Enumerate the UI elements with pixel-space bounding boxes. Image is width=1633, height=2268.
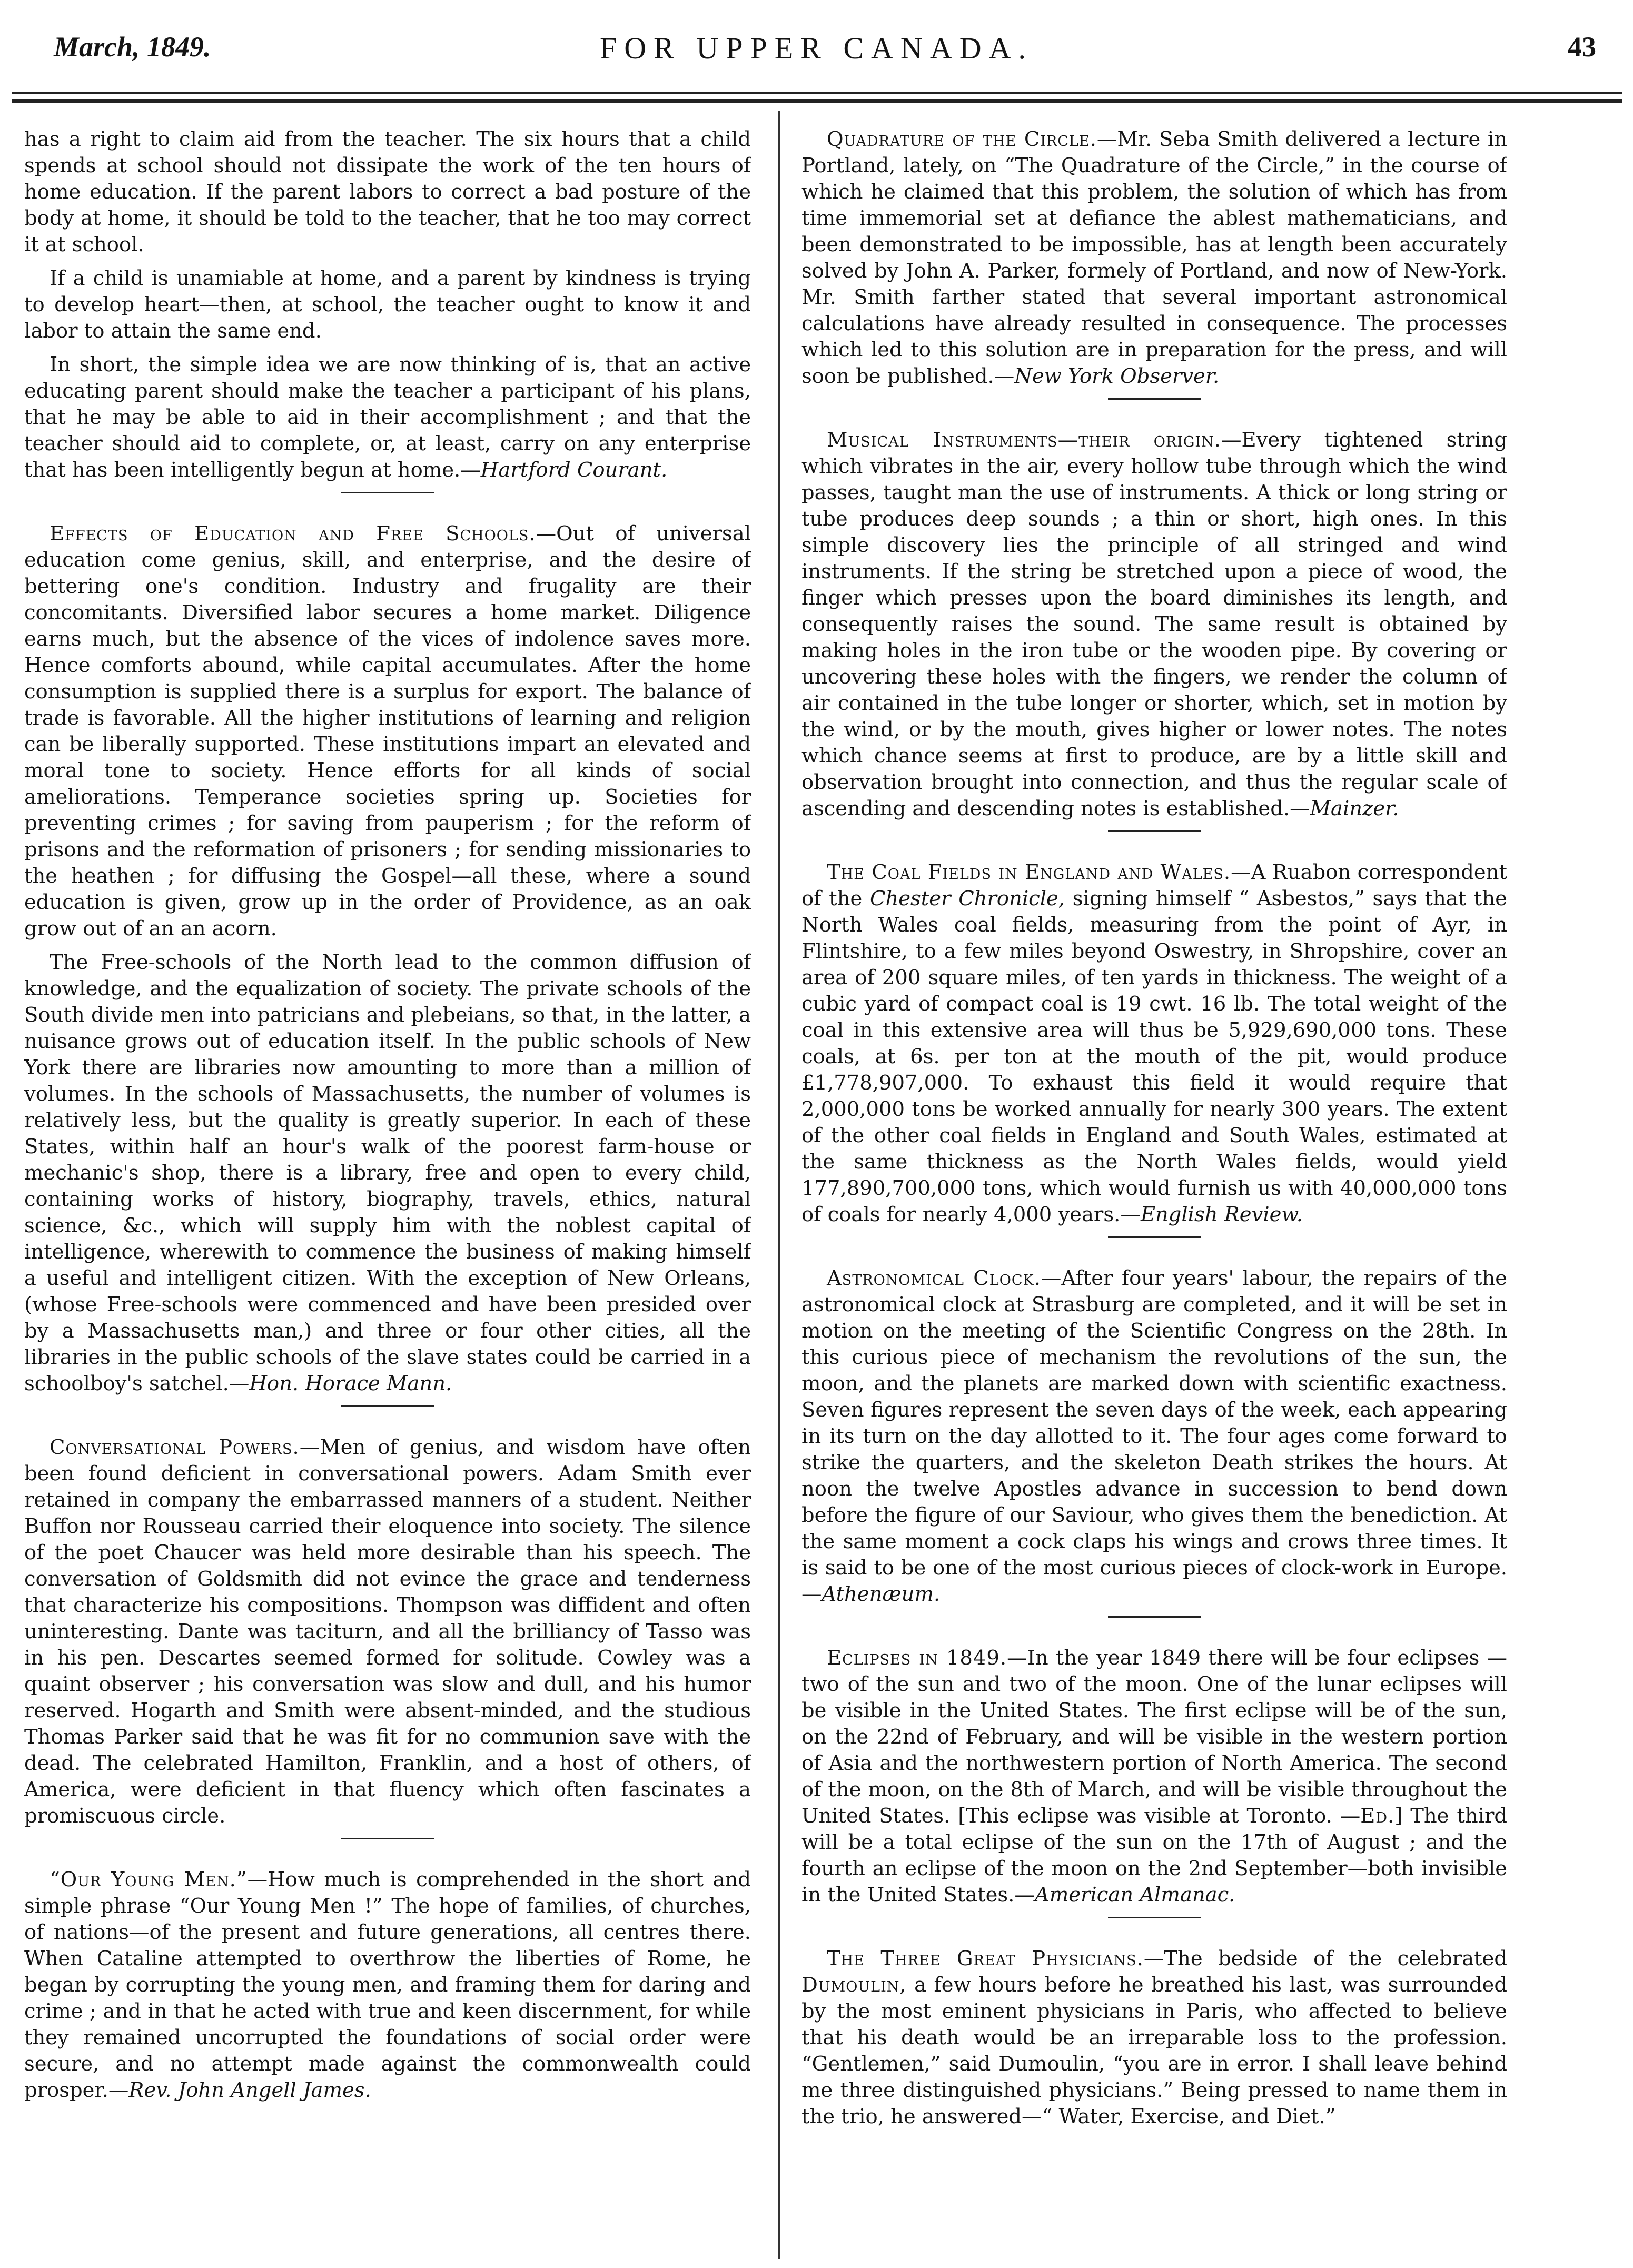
article-paragraph (24, 352, 751, 483)
newspaper-name: Chester Chronicle, (869, 887, 1065, 910)
paragraph-text: In short, the simple idea we are now thinking of is, that an active educating parent should make the teacher a participant of his plans, that he may be able to aid in their accomplishment ; and that the teacher should aid to complete, or, at least, carry on any enterprise that has been intelligently begun at home.— (24, 353, 751, 482)
section-divider (1108, 1616, 1201, 1618)
article-body: —Mr. Seba Smith delivered a lecture in Portland, lately, on “The Quadrature of the Circle,” in the course of which he claimed that this problem, the solution of which has from time immemorial set at defiance the ablest mathematicians, and been demonstrated to be impossible, has at length been accurately solved by John A. Parker, formely of Portland, and now of New-York. Mr. Smith farther stated that several important astronomical calculations have already resulted in consequence. The processes which led to this solution are in preparation for the press, and will soon be published.— (801, 127, 1507, 388)
article-source: American Almanac. (1034, 1883, 1235, 1907)
article-source: Hon. Horace Mann. (249, 1372, 452, 1395)
article-our-young-men (24, 1867, 751, 2104)
page-number: 43 (1568, 31, 1596, 63)
article-source: Mainzer. (1310, 797, 1399, 820)
article-body: —In the year 1849 there will be four eclipses —two of the sun and two of the moon. One of the lunar eclipses will be visible in the United States. The first eclipse will be of the sun, on the 22nd of February, and will be visible in the western portion of Asia and the northwestern portion of North America. The second of the moon, on the 8th of March, and will be visible throughout the United States. [This eclipse was visible at Toronto. — (801, 1646, 1507, 1828)
article-title: Musical Instruments—their origin. (827, 428, 1221, 452)
article-title: Conversational Powers. (50, 1435, 300, 1459)
page-header (0, 25, 1633, 83)
header-rule-thin (12, 92, 1622, 94)
article-title: Astronomical Clock. (827, 1266, 1041, 1290)
section-divider (1108, 398, 1201, 400)
section-divider (341, 492, 434, 493)
article-body: —How much is comprehended in the short and simple phrase “Our Young Men !” The hope of families, of churches, of nations—of the present and future generations, all centres there. When Cataline attempted to overthrow the liberties of Rome, he began by corrupting the young men, and framing them for daring and crime ; and in that he acted with true and keen discernment, for while they remained uncorrupted the foundations of social order were secure, and no attempt made against the commonwealth could prosper.— (24, 1868, 751, 2102)
article-body: —After four years' labour, the repairs of the astronomical clock at Strasburg are completed, and it will be set in motion on the meeting of the Scientific Congress on the 28th. In this curious piece of mechanism the revolutions of the sun, the moon, and the planets are marked down with scientific exactness. Seven figures represent the seven days of the week, each appearing in its turn on the day allotted to it. The four ages come forward to strike the quarters, and the skeleton Death strikes the hours. At noon the twelve Apostles advance in succession to bend down before the figure of our Saviour, who gives them the benediction. At the same moment a cock claps his wings and crows three times. It is said to be one of the most curious pieces of clock-work in Europe.— (801, 1266, 1507, 1606)
article-body: —Every tightened string which vibrates in the air, every hollow tube through which the wind passes, taught man the use of instruments. A thick or long string or tube produces deep sounds ; a thin or short, high ones. In this simple discovery lies the principle of all stringed and wind instruments. If the string be stretched upon a piece of wood, the finger which presses upon the board diminishes its length, and consequently raises the sound. The same result is obtained by making holes in the iron tube or the wooden pipe. By covering or uncovering these holes with the fingers, we render the column of air contained in the tube longer or shorter, which, set in motion by the wind, or by the mouth, gives higher or lower notes. The notes which chance seems at first to produce, are by a little skill and observation brought into connection, and thus the regular scale of ascending and descending notes is established.— (801, 428, 1507, 820)
article-body: —Men of genius, and wisdom have often been found deficient in conversational powers. Adam Smith ever retained in company the embarrassed manners of a student. Neither Buffon nor Rousseau carried their eloquence into society. The silence of the poet Chaucer was held more desirable than his speech. The conversation of Goldsmith did not evince the grace and tenderness that characterize his compositions. Thompson was diffident and often uninteresting. Dante was taciturn, and all the brilliancy of Tasso was in his pen. Descartes seemed formed for solitude. Cowley was a quaint observer ; his conversation was slow and dull, and his humor reserved. Hogarth and Smith were absent-minded, and the studious Thomas Parker said that he was fit for no communion save with the dead. The celebrated Hamilton, Franklin, and a host of others, of America, were deficient in that fluency which often fascinates a promiscuous circle. (24, 1435, 751, 1828)
article-paragraph: has a right to claim aid from the teacher. The six hours that a child spends at school should not dissipate the work of the ten hours of home education. If the parent labors to correct a bad posture of the body at home, it should be told to the teacher, that he too may correct it at school. (24, 127, 751, 256)
article-title: The Coal Fields in England and Wales. (827, 860, 1231, 884)
left-column (24, 126, 751, 2264)
article-source: Athenæum. (822, 1582, 941, 1606)
article-body: —A Ruabon correspondent of the (801, 860, 1507, 910)
article-title: Effects of Education and Free Schools. (50, 522, 536, 546)
article-source: Hartford Courant. (480, 458, 668, 482)
article-body: a few hours before he breathed his last, was surrounded by the most eminent physicians in Paris, who affected to believe that his death would be an irreparable loss to the profession. “Gentlemen,” said Dumoulin, “you are in error. I shall leave behind me three distinguished physicians.” Being pressed to name them in the trio, he answered—“ Water, Exercise, and Diet.” (801, 1973, 1507, 2128)
article-musical-instruments (801, 427, 1507, 822)
right-column (801, 126, 1507, 2264)
person-name: Dumoulin, (801, 1973, 907, 1997)
section-divider (1108, 1236, 1201, 1238)
article-body: —The bedside of the celebrated (1143, 1947, 1507, 1970)
article-three-physicians (801, 1946, 1507, 2130)
article-coal-fields (801, 859, 1507, 1228)
article-body: ] The third will be a total eclipse of the sun on the 17th of August ; and the fourth an eclipse of the moon on the 2nd September—both invisible in the United States.— (801, 1804, 1507, 1907)
article-source: Rev. John Angell James. (128, 2078, 371, 2102)
article-source: New York Observer. (1014, 364, 1220, 388)
issue-date: March, 1849. (54, 31, 211, 63)
section-divider (1108, 830, 1201, 832)
article-title: Quadrature of the Circle. (827, 127, 1097, 151)
article-title: The Three Great Physicians. (827, 1947, 1144, 1970)
article-body: —Out of universal education come genius, skill, and enterprise, and the desire of bettering one's condition. Industry and frugality are their concomitants. Diversified labor secures a home market. Diligence earns much, but the absence of the vices of indolence saves more. Hence comforts abound, while capital accumulates. After the home consumption is supplied there is a surplus for export. The balance of trade is favorable. All the higher institutions of learning and religion can be liberally supported. These institutions impart an elevated and moral tone to society. Hence efforts for all kinds of social ameliorations. Temperance societies spring up. Societies for preventing crimes ; for saving from pauperism ; for the reform of prisons and the reformation of prisoners ; for sending missionaries to the heathen ; for diffusing the Gospel—all these, where a sound education is given, grow up in the order of Providence, as an oak grow out of an an acorn. (24, 522, 751, 940)
article-paragraph: If a child is unamiable at home, and a parent by kindness is trying to develop heart—then, at school, the teacher ought to know it and labor to attain the same end. (24, 266, 751, 343)
article-astronomical-clock (801, 1265, 1507, 1608)
editor-abbrev: Ed. (1360, 1804, 1395, 1828)
article-conversational-powers (24, 1434, 751, 1829)
article-effects-of-education (24, 521, 751, 942)
article-title: “Our Young Men.” (50, 1868, 248, 1891)
article-body: signing himself “ Asbestos,” says that the North Wales coal fields, measuring from the point of Ayr, in Flintshire, to a few miles beyond Oswestry, in Shropshire, cover an area of 200 square miles, of ten yards in thickness. The weight of a cubic yard of compact coal is 19 cwt. 16 lb. The total weight of the coal in this extensive area will thus be 5,929,690,000 tons. These coals, at 6s. per ton at the mouth of the pit, would produce £1,778,907,000. To exhaust this field it would require that 2,000,000 tons be worked annually for nearly 300 years. The extent of the other coal fields in England and South Wales, estimated at the same thickness as the North Wales fields, would yield 177,890,700,000 tons, which would furnish us with 40,000,000 tons of coals for nearly 4,000 years.— (801, 887, 1507, 1226)
article-title: Eclipses in 1849. (827, 1646, 1007, 1670)
article-eclipses (801, 1645, 1507, 1908)
paragraph-text: The Free-schools of the North lead to the common diffusion of knowledge, and the equalization of society. The private schools of the South divide men into patricians and plebeians, so that, in the latter, a nuisance grows out of education itself. In the public schools of New York there are libraries now amounting to more than a million of volumes. In the schools of Massachusetts, the number of volumes is relatively less, but the quality is greatly superior. In each of these States, within half an hour's walk of the poorest farm-house or mechanic's shop, there is a library, free and open to every child, containing works of history, biography, travels, ethics, natural science, &c., which will supply him with the noblest capital of intelligence, wherewith to commence the business of making himself a useful and intelligent citizen. With the exception of New Orleans, (whose Free-schools were commenced and have been presided over by a Massachusetts man,) and three or four other cities, all the libraries in the public schools of the slave states could be carried in a schoolboy's satchel.— (24, 950, 751, 1395)
publication-title: FOR UPPER CANADA. (600, 31, 1033, 65)
section-divider (341, 1838, 434, 1839)
article-quadrature-of-circle (801, 126, 1507, 390)
article-paragraph (24, 949, 751, 1397)
header-rule-thick (12, 99, 1622, 103)
section-divider (1108, 1917, 1201, 1918)
section-divider (341, 1405, 434, 1407)
column-divider (778, 111, 780, 2259)
article-source: English Review. (1140, 1203, 1303, 1226)
